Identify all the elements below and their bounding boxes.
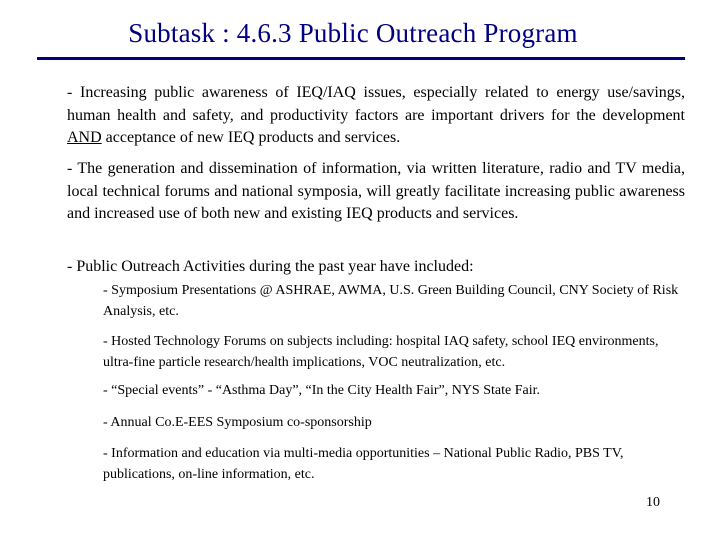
- activity-item-technology-forums: - Hosted Technology Forums on subjects including: hospital IAQ safety, school IEQ environments, ultra-fine particle research/health implications, VOC neutralization, etc.: [103, 334, 659, 370]
- title-divider: [37, 57, 685, 60]
- bullet-public-awareness-text-start: - Increasing public awareness of IEQ/IAQ issues, especially related to energy use/savings, human health and safety, and productivity factors are important drivers for the development: [67, 84, 685, 124]
- activity-item-multimedia: - Information and education via multi-media opportunities – National Public Radio, PBS TV, publications, on-line information, etc.: [103, 446, 624, 482]
- bullet-outreach-activities-heading: - Public Outreach Activities during the past year have included:: [67, 258, 474, 275]
- slide-title: Subtask : 4.6.3 Public Outreach Program: [128, 18, 578, 48]
- activity-item-symposium-presentations: - Symposium Presentations @ ASHRAE, AWMA, U.S. Green Building Council, CNY Society of Risk Analysis, etc.: [103, 283, 679, 319]
- bullet-public-awareness-emphasis: AND: [67, 129, 102, 146]
- bullet-information-dissemination: - The generation and dissemination of information, via written literature, radio and TV media, local technical forums and national symposia, will greatly facilitate increasing public awareness and increased use of both new and existing IEQ products and services.: [67, 160, 685, 222]
- page-number: 10: [646, 495, 660, 510]
- bullet-public-awareness-text-end: acceptance of new IEQ products and services.: [101, 129, 401, 146]
- activity-item-annual-symposium: - Annual Co.E-EES Symposium co-sponsorship: [103, 415, 372, 430]
- bullet-public-awareness: [67, 82, 685, 150]
- activity-item-special-events: - “Special events” - “Asthma Day”, “In the City Health Fair”, NYS State Fair.: [103, 383, 540, 398]
